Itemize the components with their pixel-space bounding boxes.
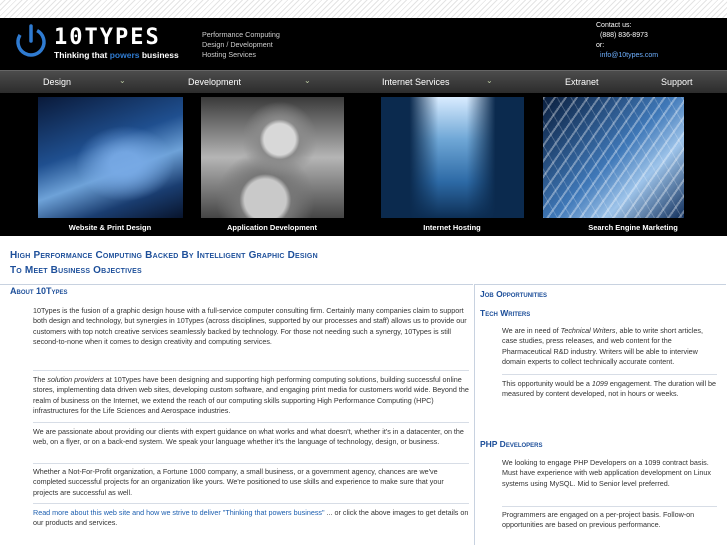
- about-read-more: Read more about this web site and how we strive to deliver "Thinking that powers business" ... or click the above images to get details on our products and services.: [33, 508, 469, 528]
- paragraph-divider: [502, 374, 717, 375]
- about-section: [0, 284, 473, 545]
- paragraph-divider: [33, 503, 469, 504]
- php-developers-paragraph: Programmers are engaged on a per-project basis. Follow-on opportunities are based on previous performance.: [502, 510, 695, 530]
- power-icon: [14, 24, 48, 58]
- nav-development[interactable]: Development: [188, 77, 242, 87]
- chevron-down-icon[interactable]: ⌄: [486, 76, 493, 85]
- banner-label-design[interactable]: Website & Print Design: [68, 223, 152, 232]
- contact-label: Contact us:: [596, 22, 632, 29]
- headline-line-1: High Performance Computing Backed By Intelligent Graphic Design: [10, 250, 318, 261]
- contact-block: [596, 21, 658, 61]
- service-item: Hosting Services: [202, 50, 256, 59]
- about-paragraph: Whether a Not-For-Profit organization, a Fortune 1000 company, a small business, or a government agency, chances are we've completed successful projects for an organization like yours. We're positioned to use skills and experience to make sure that your projects are successful as well.: [33, 467, 444, 497]
- paragraph-divider: [33, 422, 469, 423]
- contact-or: or:: [596, 42, 605, 49]
- php-developers-paragraph: We looking to engage PHP Developers on a 1099 contract basis. Must have experience with web application development on Linux systems using MySQL. Mid to Senior level preferred.: [502, 458, 711, 488]
- logo-wordmark: 10TYPES: [54, 25, 161, 50]
- banner-image-marketing[interactable]: [543, 97, 684, 218]
- tech-writers-paragraph: We are in need of Technical Writers, able to write short articles, case studies, press releases, and web content for the Pharmaceutical R&D industry. Writers will be able to interview domain experts to collect technically accurate content.: [502, 326, 703, 367]
- chevron-down-icon[interactable]: ⌄: [119, 76, 126, 85]
- headline-line-2: To Meet Business Objectives: [10, 265, 142, 276]
- services-list: [202, 30, 280, 60]
- php-developers-title: PHP Developers: [480, 439, 543, 449]
- service-item: Performance Computing: [202, 30, 280, 39]
- nav-internet-services[interactable]: Internet Services: [382, 77, 450, 87]
- banner-image-hosting[interactable]: [381, 97, 524, 218]
- jobs-title: Job Opportunities: [480, 289, 548, 299]
- banner-label-development[interactable]: Application Development: [226, 223, 317, 232]
- logo-tagline: Thinking that powers business: [54, 50, 179, 60]
- nav-support[interactable]: Support: [661, 77, 693, 87]
- chevron-down-icon[interactable]: ⌄: [304, 76, 311, 85]
- about-paragraph: We are passionate about providing our clients with expert guidance on what works and what doesn't, whether it's in a datacenter, on the web, on a flyer, or on a back-end system. We speak your language whether it's the language of technology, design, or business.: [33, 427, 464, 447]
- nav-extranet[interactable]: Extranet: [565, 77, 599, 87]
- service-item: Design / Development: [202, 40, 273, 49]
- site-header: [0, 18, 727, 70]
- main-nav: [0, 70, 727, 93]
- decorative-top-stripe: [0, 0, 727, 18]
- tech-writers-paragraph: This opportunity would be a 1099 engagement. The duration will be measured by content developed, not in hours or weeks.: [502, 379, 717, 399]
- jobs-sidebar: [474, 284, 725, 545]
- nav-design[interactable]: Design: [43, 77, 72, 87]
- read-more-link[interactable]: Read more about this web site and how we strive to deliver "Thinking that powers business": [33, 508, 325, 517]
- tech-writers-title: Tech Writers: [480, 308, 531, 318]
- page: [0, 18, 727, 545]
- about-title: About 10Types: [10, 286, 68, 296]
- about-paragraph: The solution providers at 10Types have been designing and supporting high performing computing solutions, building successful online stores, implementing data driven web sites, developing custom software, and engaging print media for customers world wide. Beyond the realm of business on the Internet, we extend the reach of our computing skills supporting High Performance Computing (HPC) infrastructures for the Life Sciences and Aerospace industries.: [33, 375, 469, 416]
- contact-phone: (888) 836-8973: [600, 32, 648, 39]
- banner-label-marketing[interactable]: Search Engine Marketing: [588, 223, 678, 232]
- paragraph-divider: [502, 506, 717, 507]
- banner-image-development[interactable]: [201, 97, 344, 218]
- paragraph-divider: [33, 463, 469, 464]
- page-headline: [10, 248, 318, 278]
- contact-email-link[interactable]: info@10types.com: [600, 52, 659, 59]
- banner-image-design[interactable]: [38, 97, 183, 218]
- logo[interactable]: [14, 24, 184, 66]
- banner-label-hosting[interactable]: Internet Hosting: [423, 223, 481, 232]
- about-paragraph: 10Types is the fusion of a graphic design house with a full-service computer consulting firm. Certainly many companies claim to support both design and technology, but synergies in 10Types (across disciplines, supported by our processes and staff) allows us to provide our customers with top notch creative services seamlessly backed by technology. For those not needing such a synergy, 10Types is still second-to-none when it comes to design creativity and computing services.: [33, 306, 467, 347]
- paragraph-divider: [33, 370, 469, 371]
- section-divider: [0, 284, 473, 298]
- banner: [0, 93, 727, 236]
